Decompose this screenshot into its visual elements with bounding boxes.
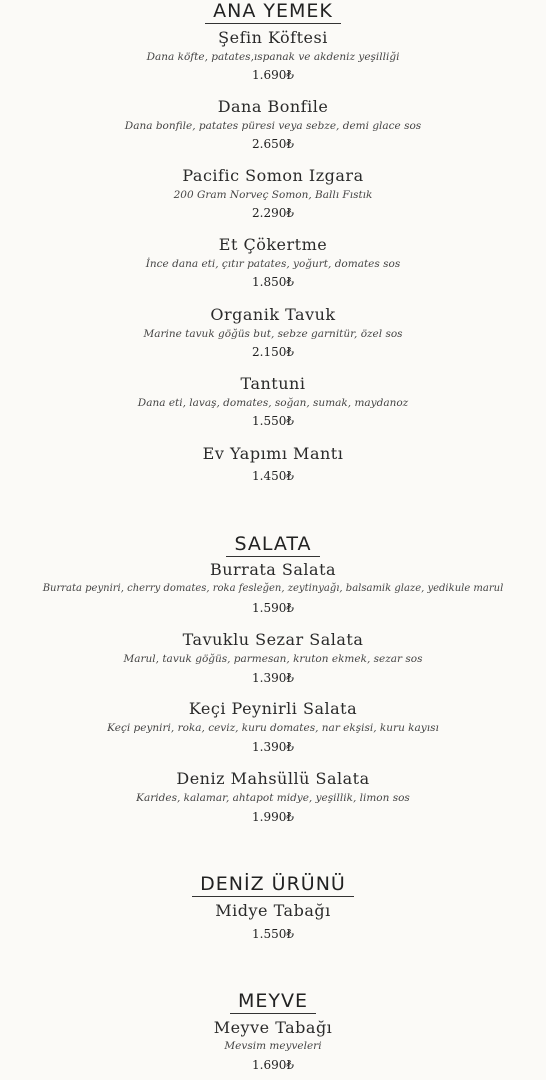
menu-item-price: 1.550₺ — [252, 927, 294, 941]
menu-item-description: 200 Gram Norveç Somon, Ballı Fıstık — [173, 189, 373, 201]
section-title-deniz-urunu — [0, 873, 546, 897]
menu-item-name: Organik Tavuk — [210, 305, 336, 324]
menu-item-name: Dana Bonfile — [217, 97, 329, 116]
section-title-salata — [0, 533, 546, 557]
menu-item-name: Tavuklu Sezar Salata — [182, 630, 364, 649]
menu-item-price: 1.990₺ — [252, 810, 294, 824]
menu-item-description: Burrata peyniri, cherry domates, roka fesleğen, zeytinyağı, balsamik glaze, yedikule marul — [42, 583, 504, 594]
menu-item-description: Karides, kalamar, ahtapot midye, yeşillik, limon sos — [136, 792, 410, 804]
menu-item-name: Deniz Mahsüllü Salata — [176, 769, 370, 788]
menu-item-description: Marul, tavuk göğüs, parmesan, kruton ekmek, sezar sos — [123, 653, 423, 665]
menu-item-name: Et Çökertme — [218, 235, 328, 254]
menu-item-name: Tantuni — [240, 374, 306, 393]
section-title-text: ANA YEMEK — [205, 0, 341, 24]
menu-item-price: 1.550₺ — [252, 414, 294, 428]
menu-item-price: 1.850₺ — [252, 275, 294, 289]
section-title-text: DENİZ ÜRÜNÜ — [192, 873, 354, 897]
menu-item-name: Şefin Köftesi — [218, 28, 328, 47]
menu-item-price: 2.650₺ — [252, 137, 294, 151]
menu-item-name: Meyve Tabağı — [213, 1018, 333, 1037]
menu-item-name: Midye Tabağı — [215, 901, 331, 920]
menu-item-price: 1.690₺ — [252, 68, 294, 82]
menu-item-price: 1.590₺ — [252, 601, 294, 615]
menu-item-description: Mevsim meyveleri — [224, 1040, 322, 1052]
menu-item-description: Marine tavuk göğüs but, sebze garnitür, özel sos — [143, 328, 403, 340]
menu-item-price: 1.450₺ — [252, 469, 294, 483]
menu-item-name: Ev Yapımı Mantı — [202, 444, 344, 463]
section-title-text: MEYVE — [230, 990, 316, 1014]
menu-item-description: İnce dana eti, çıtır patates, yoğurt, domates sos — [145, 258, 401, 270]
menu-item-name: Burrata Salata — [209, 560, 337, 579]
menu-item-description: Dana bonfile, patates püresi veya sebze, demi glace sos — [124, 120, 422, 132]
menu-item-price: 2.290₺ — [252, 206, 294, 220]
menu-item-description: Dana köfte, patates,ıspanak ve akdeniz yeşilliği — [146, 51, 400, 63]
menu-item-name: Keçi Peynirli Salata — [188, 699, 358, 718]
menu-item-description: Dana eti, lavaş, domates, soğan, sumak, maydanoz — [137, 397, 409, 409]
menu-item-price: 1.390₺ — [252, 740, 294, 754]
menu-item-price: 2.150₺ — [252, 345, 294, 359]
section-title-meyve — [0, 990, 546, 1014]
menu-item-price: 1.390₺ — [252, 671, 294, 685]
menu-item-price: 1.690₺ — [252, 1058, 294, 1072]
menu-item-name: Pacific Somon Izgara — [182, 166, 364, 185]
section-title-text: SALATA — [226, 533, 319, 557]
section-title-ana-yemek — [0, 0, 546, 24]
menu-item-description: Keçi peyniri, roka, ceviz, kuru domates, nar ekşisi, kuru kayısı — [107, 722, 439, 734]
